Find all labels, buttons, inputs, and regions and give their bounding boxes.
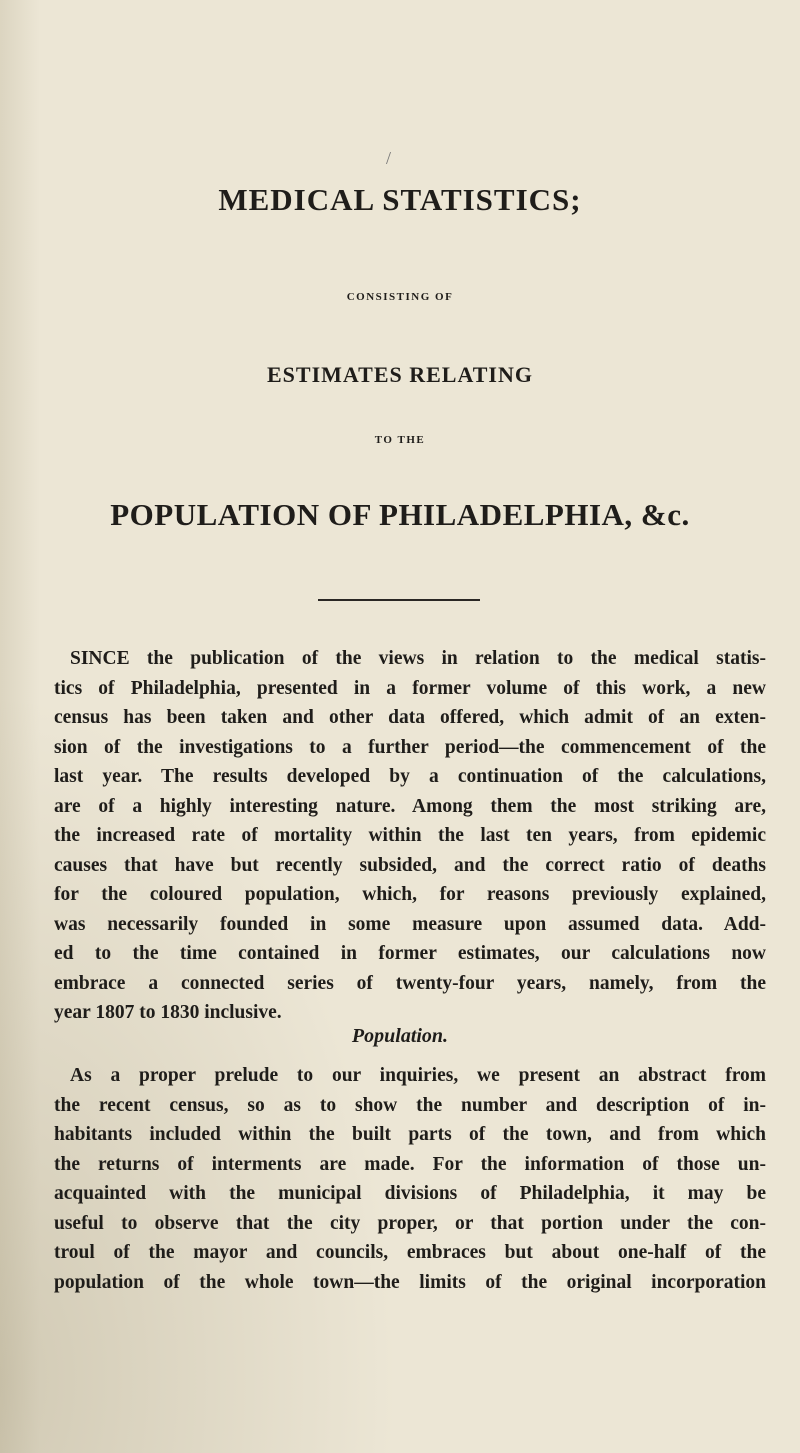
estimates-heading: ESTIMATES RELATING: [267, 362, 533, 387]
paragraph-line: habitants included within the built parts of the town, and from which: [54, 1124, 766, 1145]
paragraph-line: for the coloured population, which, for reasons previously explained,: [54, 884, 766, 905]
paragraph-line: troul of the mayor and councils, embraces but about one-half of the: [54, 1242, 766, 1263]
paragraph-line: census has been taken and other data offered, which admit of an exten-: [54, 707, 766, 728]
paragraph-line: population of the whole town—the limits of the original incorporation: [54, 1271, 766, 1293]
paragraph-line: the increased rate of mortality within the last ten years, from epidemic: [54, 825, 766, 846]
consisting-of-line: CONSISTING OF: [346, 291, 454, 303]
paragraph-line: As a proper prelude to our inquiries, we present an abstract from: [70, 1065, 766, 1086]
document-title: MEDICAL STATISTICS;: [218, 182, 582, 217]
paragraph-line: useful to observe that the city proper, or that portion under the con-: [54, 1212, 766, 1234]
paragraph-line: embrace a connected series of twenty-four years, namely, from the: [54, 972, 766, 994]
subject-heading: POPULATION OF PHILADELPHIA, &c.: [110, 497, 690, 532]
paragraph-line: ed to the time contained in former estimates, our calculations now: [54, 943, 766, 964]
paragraph-line: last year. The results developed by a continuation of the calculations,: [54, 766, 766, 787]
paragraph-population: [54, 1061, 766, 1297]
paragraph-line: the returns of interments are made. For the information of those un-: [54, 1153, 766, 1175]
paragraph-line: are of a highly interesting nature. Among them the most striking are,: [54, 795, 766, 817]
paragraph-line: acquainted with the municipal divisions of Philadelphia, it may be: [54, 1183, 766, 1204]
paragraph-line: causes that have but recently subsided, and the correct ratio of deaths: [54, 854, 766, 876]
paragraph-line: SINCE the publication of the views in relation to the medical statis-: [70, 648, 766, 669]
paragraph-line: was necessarily founded in some measure upon assumed data. Add-: [54, 913, 766, 935]
to-the-line: TO THE: [374, 434, 426, 446]
title-rule: [318, 599, 480, 601]
section-title-population: Population.: [351, 1025, 449, 1047]
paragraph-line: the recent census, so as to show the number and description of in-: [54, 1094, 766, 1116]
paragraph-line: sion of the investigations to a further period—the commencement of the: [54, 736, 766, 758]
paragraph-line: tics of Philadelphia, presented in a former volume of this work, a new: [54, 677, 766, 699]
paragraph-intro: [54, 644, 766, 1028]
page-mark: /: [386, 148, 392, 168]
paragraph-line: year 1807 to 1830 inclusive.: [54, 1002, 282, 1023]
